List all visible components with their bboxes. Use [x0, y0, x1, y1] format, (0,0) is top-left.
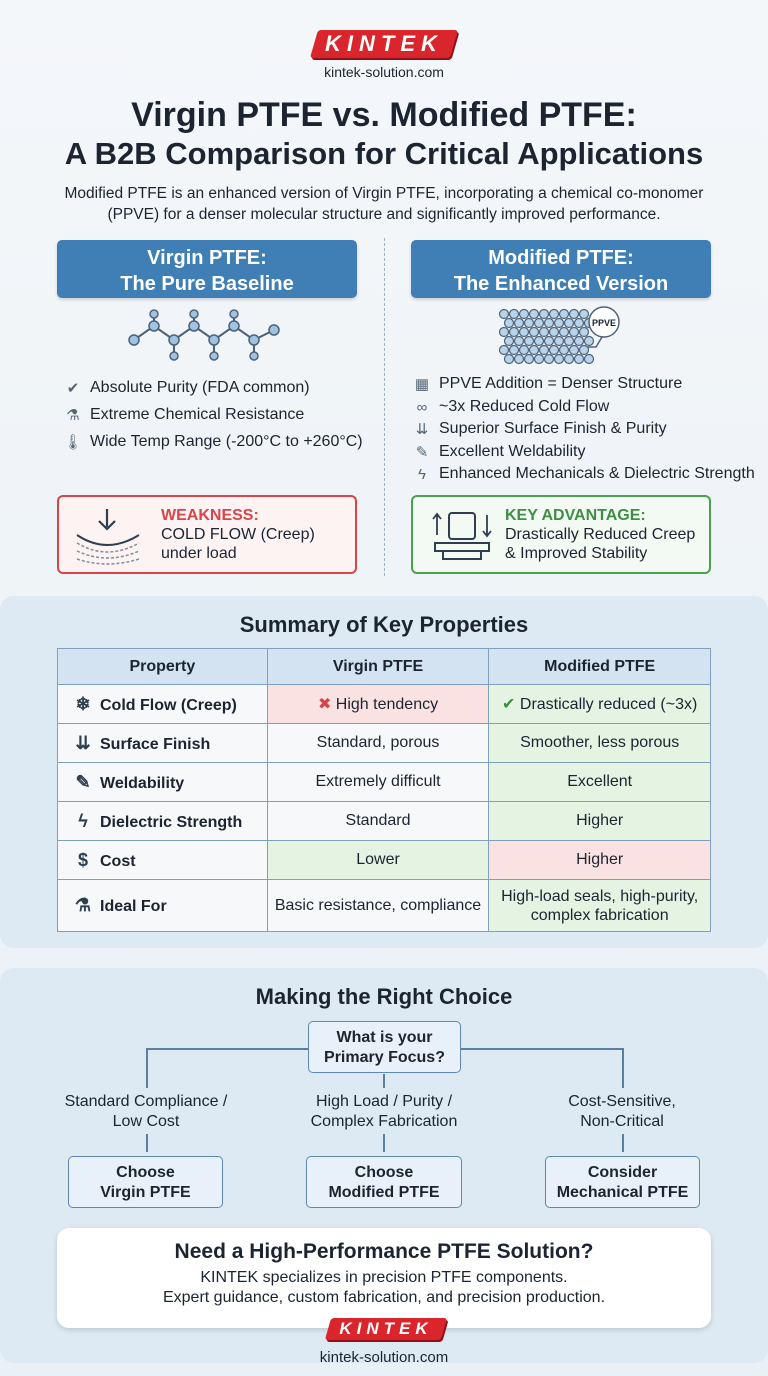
virgin-head-line1: Virgin PTFE: — [147, 247, 267, 269]
virgin-header — [57, 240, 357, 298]
x-circle-icon: ✖ — [317, 696, 332, 713]
feature-label: ~3x Reduced Cold Flow — [439, 398, 610, 415]
surface-finish-icon: ⇊ — [415, 421, 429, 438]
property-cell — [58, 841, 268, 880]
cold-flow-icon — [73, 505, 153, 565]
property-label: Cold Flow (Creep) — [100, 696, 237, 714]
virgin-cell: Standard — [267, 802, 489, 841]
properties-table — [57, 648, 711, 932]
modified-feature-2 — [411, 398, 609, 416]
property-cell — [58, 724, 268, 763]
intro-text — [20, 183, 748, 225]
cta-line2: Expert guidance, custom fabrication, and precision production. — [162, 1289, 606, 1306]
chain-link-icon: ∞ — [416, 398, 428, 416]
feature-label: PPVE Addition = Denser Structure — [439, 375, 683, 392]
modified-cell: Higher — [489, 802, 711, 841]
question-line2: Primary Focus? — [324, 1049, 445, 1066]
advantage-line2: & Improved Stability — [505, 545, 648, 562]
modified-value: Drastically reduced (~3x) — [519, 696, 698, 713]
thermometer-icon: 🌡 — [63, 434, 83, 451]
table-row — [58, 841, 711, 880]
arrow-stem-2 — [383, 1134, 385, 1152]
modified-value-line1: High-load seals, high-purity, — [501, 887, 699, 905]
feature-label: Absolute Purity (FDA common) — [90, 379, 310, 396]
modified-cell: Smoother, less porous — [489, 724, 711, 763]
result-mechanical-box — [545, 1156, 700, 1208]
connector-middle — [383, 1074, 385, 1088]
modified-feature-3 — [411, 420, 667, 438]
property-label: Ideal For — [100, 898, 167, 915]
virgin-head-line2: The Pure Baseline — [120, 273, 294, 295]
snowflake-icon: ❄ — [75, 693, 91, 714]
virgin-cell: Lower — [267, 841, 489, 880]
welding-torch-icon: ✎ — [415, 444, 429, 461]
property-cell — [58, 685, 268, 724]
modified-feature-5 — [411, 465, 755, 483]
property-label: Surface Finish — [100, 735, 211, 753]
modified-cell: Higher — [489, 841, 711, 880]
modified-head-line1: Modified PTFE: — [488, 247, 634, 269]
surface-finish-icon: ⇊ — [75, 732, 91, 753]
result-line1: Consider — [587, 1164, 658, 1181]
weakness-line2: under load — [161, 545, 237, 562]
property-label: Weldability — [100, 774, 185, 792]
result-virgin-box — [68, 1156, 223, 1208]
summary-title: Summary of Key Properties — [239, 612, 529, 637]
lightning-icon: ϟ — [418, 465, 426, 483]
result-line2: Mechanical PTFE — [556, 1184, 689, 1201]
arrow-stem-3 — [622, 1134, 624, 1152]
feature-label: Enhanced Mechanicals & Dielectric Strength — [439, 465, 755, 482]
dense-molecule-icon — [498, 306, 626, 368]
site-url: kintek-solution.com — [324, 64, 444, 80]
modified-head-line2: The Enhanced Version — [453, 273, 669, 295]
weakness-callout — [57, 495, 357, 574]
advantage-line1: Drastically Reduced Creep — [505, 526, 696, 543]
condition-line2: Non-Critical — [580, 1113, 664, 1130]
virgin-cell — [267, 685, 489, 724]
feature-label: Wide Temp Range (-200°C to +260°C) — [90, 433, 363, 450]
feature-label: Superior Surface Finish & Purity — [439, 420, 667, 437]
branch-condition-3 — [522, 1092, 722, 1132]
branch-condition-2 — [284, 1092, 484, 1132]
property-cell — [58, 880, 268, 932]
advantage-callout — [411, 495, 711, 574]
arrow-stem-1 — [146, 1134, 148, 1152]
property-cell — [58, 763, 268, 802]
condition-line2: Low Cost — [112, 1113, 180, 1130]
question-box — [308, 1021, 461, 1073]
col-header-virgin: Virgin PTFE — [267, 649, 489, 685]
logo-text: KINTEK — [325, 31, 443, 56]
intro-line2: (PPVE) for a denser molecular structure and significantly improved performance. — [107, 206, 661, 223]
weakness-line1: COLD FLOW (Creep) — [161, 526, 315, 543]
choice-title: Making the Right Choice — [255, 984, 513, 1009]
modified-feature-1 — [411, 375, 682, 393]
virgin-feature-3 — [62, 433, 363, 451]
site-url-footer: kintek-solution.com — [319, 1349, 449, 1366]
result-line1: Choose — [116, 1164, 175, 1181]
check-circle-icon: ✔ — [502, 696, 516, 713]
flask-icon: ⚗ — [74, 895, 92, 915]
kintek-logo — [310, 30, 458, 58]
feature-label: Extreme Chemical Resistance — [90, 406, 305, 423]
condition-line1: Standard Compliance / — [64, 1093, 228, 1110]
modified-feature-4 — [411, 443, 585, 461]
property-cell — [58, 802, 268, 841]
virgin-cell: Standard, porous — [267, 724, 489, 763]
page-title-line2: A B2B Comparison for Critical Applications — [64, 136, 704, 171]
branch-condition-1 — [46, 1092, 246, 1132]
result-line1: Choose — [354, 1164, 414, 1181]
table-row — [58, 880, 711, 932]
table-header-row — [58, 649, 711, 685]
virgin-feature-1 — [62, 379, 310, 397]
result-modified-box — [306, 1156, 462, 1208]
virgin-cell: Extremely difficult — [267, 763, 489, 802]
kintek-logo-footer — [325, 1318, 447, 1340]
question-line1: What is your — [336, 1029, 433, 1046]
connector-right — [622, 1048, 624, 1088]
press-stability-icon — [427, 505, 497, 565]
col-header-modified: Modified PTFE — [489, 649, 711, 685]
condition-line2: Complex Fabrication — [310, 1113, 458, 1130]
check-badge-icon: ✔ — [66, 380, 80, 397]
result-line2: Modified PTFE — [328, 1184, 440, 1201]
property-label: Cost — [100, 852, 136, 870]
property-label: Dielectric Strength — [100, 813, 243, 831]
col-header-property: Property — [58, 649, 268, 685]
modified-cell: Excellent — [489, 763, 711, 802]
modified-cell — [489, 685, 711, 724]
cta-line1: KINTEK specializes in precision PTFE components. — [200, 1269, 568, 1286]
condition-line1: Cost-Sensitive, — [568, 1093, 676, 1110]
modified-cell — [489, 880, 711, 932]
welding-torch-icon: ✎ — [75, 771, 91, 792]
logo-text: KINTEK — [339, 1319, 433, 1338]
table-row — [58, 685, 711, 724]
result-line2: Virgin PTFE — [100, 1184, 191, 1201]
modified-value-line2: complex fabrication — [530, 906, 669, 924]
modified-header — [411, 240, 711, 298]
virgin-value: High tendency — [335, 696, 439, 713]
feature-label: Excellent Weldability — [439, 443, 586, 460]
grid-structure-icon: ▦ — [414, 376, 430, 393]
intro-line1: Modified PTFE is an enhanced version of Virgin PTFE, incorporating a chemical co-monomer — [64, 185, 704, 202]
coins-icon: $ — [77, 849, 88, 870]
connector-left — [146, 1048, 148, 1088]
flask-icon: ⚗ — [66, 407, 80, 424]
lightning-icon: ϟ — [78, 810, 88, 831]
table-row — [58, 763, 711, 802]
cta-card — [57, 1228, 711, 1328]
weakness-title: WEAKNESS: — [161, 507, 259, 524]
column-divider — [384, 238, 385, 576]
advantage-title: KEY ADVANTAGE: — [505, 507, 646, 524]
virgin-cell: Basic resistance, compliance — [267, 880, 489, 932]
cta-title: Need a High-Performance PTFE Solution? — [174, 1240, 594, 1263]
table-row — [58, 802, 711, 841]
page-title-line1: Virgin PTFE vs. Modified PTFE: — [131, 96, 637, 134]
table-row — [58, 724, 711, 763]
condition-line1: High Load / Purity / — [315, 1093, 453, 1110]
ppve-badge: PPVE — [591, 318, 617, 328]
virgin-feature-2 — [62, 406, 304, 424]
linear-molecule-icon — [124, 308, 284, 366]
